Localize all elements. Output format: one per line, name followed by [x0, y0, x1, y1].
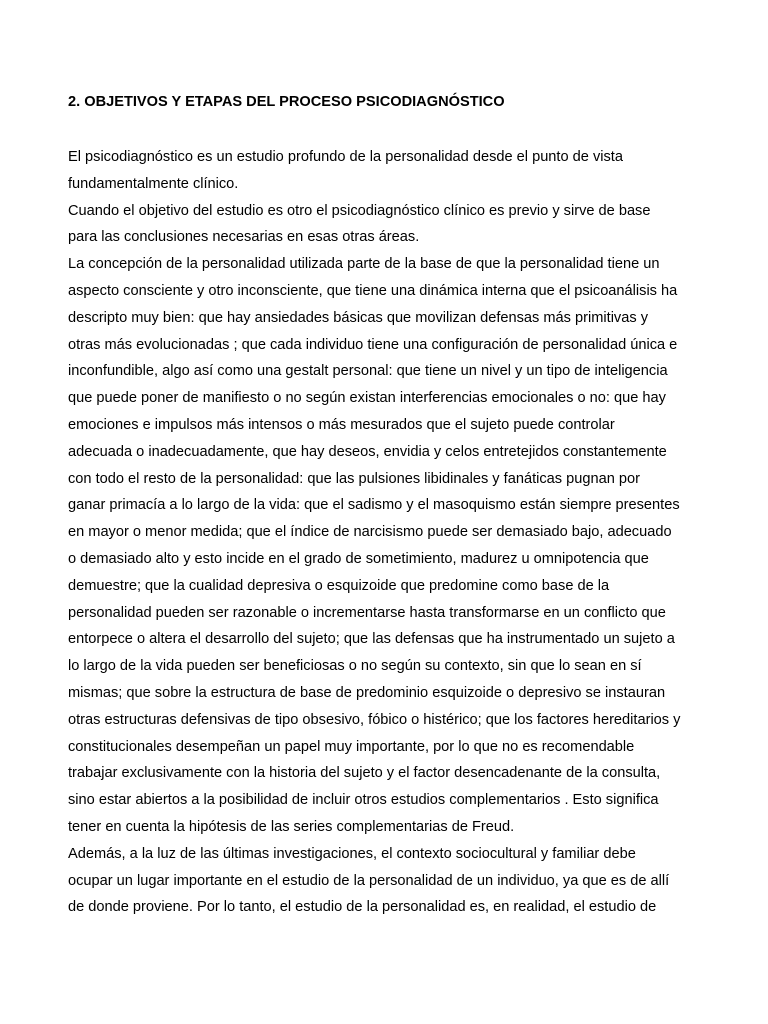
- text-line: otras estructuras defensivas de tipo obsesivo, fóbico o histérico; que los factores hereditarios y: [68, 711, 681, 728]
- text-line: fundamentalmente clínico.: [68, 175, 239, 192]
- text-line: ocupar un lugar importante en el estudio de la personalidad de un individuo, ya que es de allí: [68, 872, 670, 889]
- text-line: que puede poner de manifiesto o no según existan interferencias emocionales o no: que hay: [68, 390, 666, 407]
- text-line: de donde proviene. Por lo tanto, el estudio de la personalidad es, en realidad, el estudio de: [68, 899, 657, 916]
- text-line: Además, a la luz de las últimas investigaciones, el contexto sociocultural y familiar debe: [68, 845, 636, 862]
- text-line: o demasiado alto y esto incide en el grado de sometimiento, madurez u omnipotencia que: [68, 550, 649, 567]
- body-text: [68, 144, 704, 921]
- text-line: emociones e impulsos más intensos o más mesurados que el sujeto puede controlar: [68, 416, 615, 433]
- text-line: mismas; que sobre la estructura de base de predominio esquizoide o depresivo se instauran: [68, 684, 666, 701]
- text-line: El psicodiagnóstico es un estudio profundo de la personalidad desde el punto de vista: [68, 149, 623, 165]
- text-line: en mayor o menor medida; que el índice de narcisismo puede ser demasiado bajo, adecuado: [68, 524, 672, 541]
- text-line: ganar primacía a lo largo de la vida: que el sadismo y el masoquismo están siempre presentes: [68, 497, 680, 514]
- document-page: [68, 92, 704, 921]
- text-line: con todo el resto de la personalidad: que las pulsiones libidinales y fanáticas pugnan por: [68, 470, 640, 487]
- text-line: lo largo de la vida pueden ser beneficiosas o no según su contexto, sin que lo sean en sí: [68, 658, 642, 675]
- text-line: demuestre; que la cualidad depresiva o esquizoide que predomine como base de la: [68, 577, 610, 594]
- section-heading: 2. OBJETIVOS Y ETAPAS DEL PROCESO PSICODIAGNÓSTICO: [68, 94, 505, 110]
- text-line: La concepción de la personalidad utilizada parte de la base de que la personalidad tiene un: [68, 256, 660, 273]
- text-line: Cuando el objetivo del estudio es otro el psicodiagnóstico clínico es previo y sirve de base: [68, 202, 651, 219]
- text-line: entorpece o altera el desarrollo del sujeto; que las defensas que ha instrumentado un sujeto a: [68, 631, 675, 648]
- text-line: tener en cuenta la hipótesis de las series complementarias de Freud.: [68, 818, 515, 835]
- text-line: constitucionales desempeñan un papel muy importante, por lo que no es recomendable: [68, 738, 635, 755]
- text-line: para las conclusiones necesarias en esas otras áreas.: [68, 229, 420, 246]
- text-line: adecuada o inadecuadamente, que hay deseos, envidia y celos entretejidos constantemente: [68, 443, 667, 460]
- text-line: sino estar abiertos a la posibilidad de incluir otros estudios complementarios . Esto significa: [68, 792, 659, 809]
- text-line: descripto muy bien: que hay ansiedades básicas que movilizan defensas más primitivas y: [68, 309, 648, 326]
- text-line: inconfundible, algo así como una gestalt personal: que tiene un nivel y un tipo de inteligencia: [68, 363, 668, 380]
- text-line: trabajar exclusivamente con la historia del sujeto y el factor desencadenante de la consulta,: [68, 765, 661, 782]
- text-line: aspecto consciente y otro inconsciente, que tiene una dinámica interna que el psicoanálisis ha: [68, 282, 678, 299]
- text-line: otras más evolucionadas ; que cada individuo tiene una configuración de personalidad única e: [68, 336, 678, 353]
- text-line: personalidad pueden ser razonable o incrementarse hasta transformarse en un conflicto que: [68, 604, 666, 621]
